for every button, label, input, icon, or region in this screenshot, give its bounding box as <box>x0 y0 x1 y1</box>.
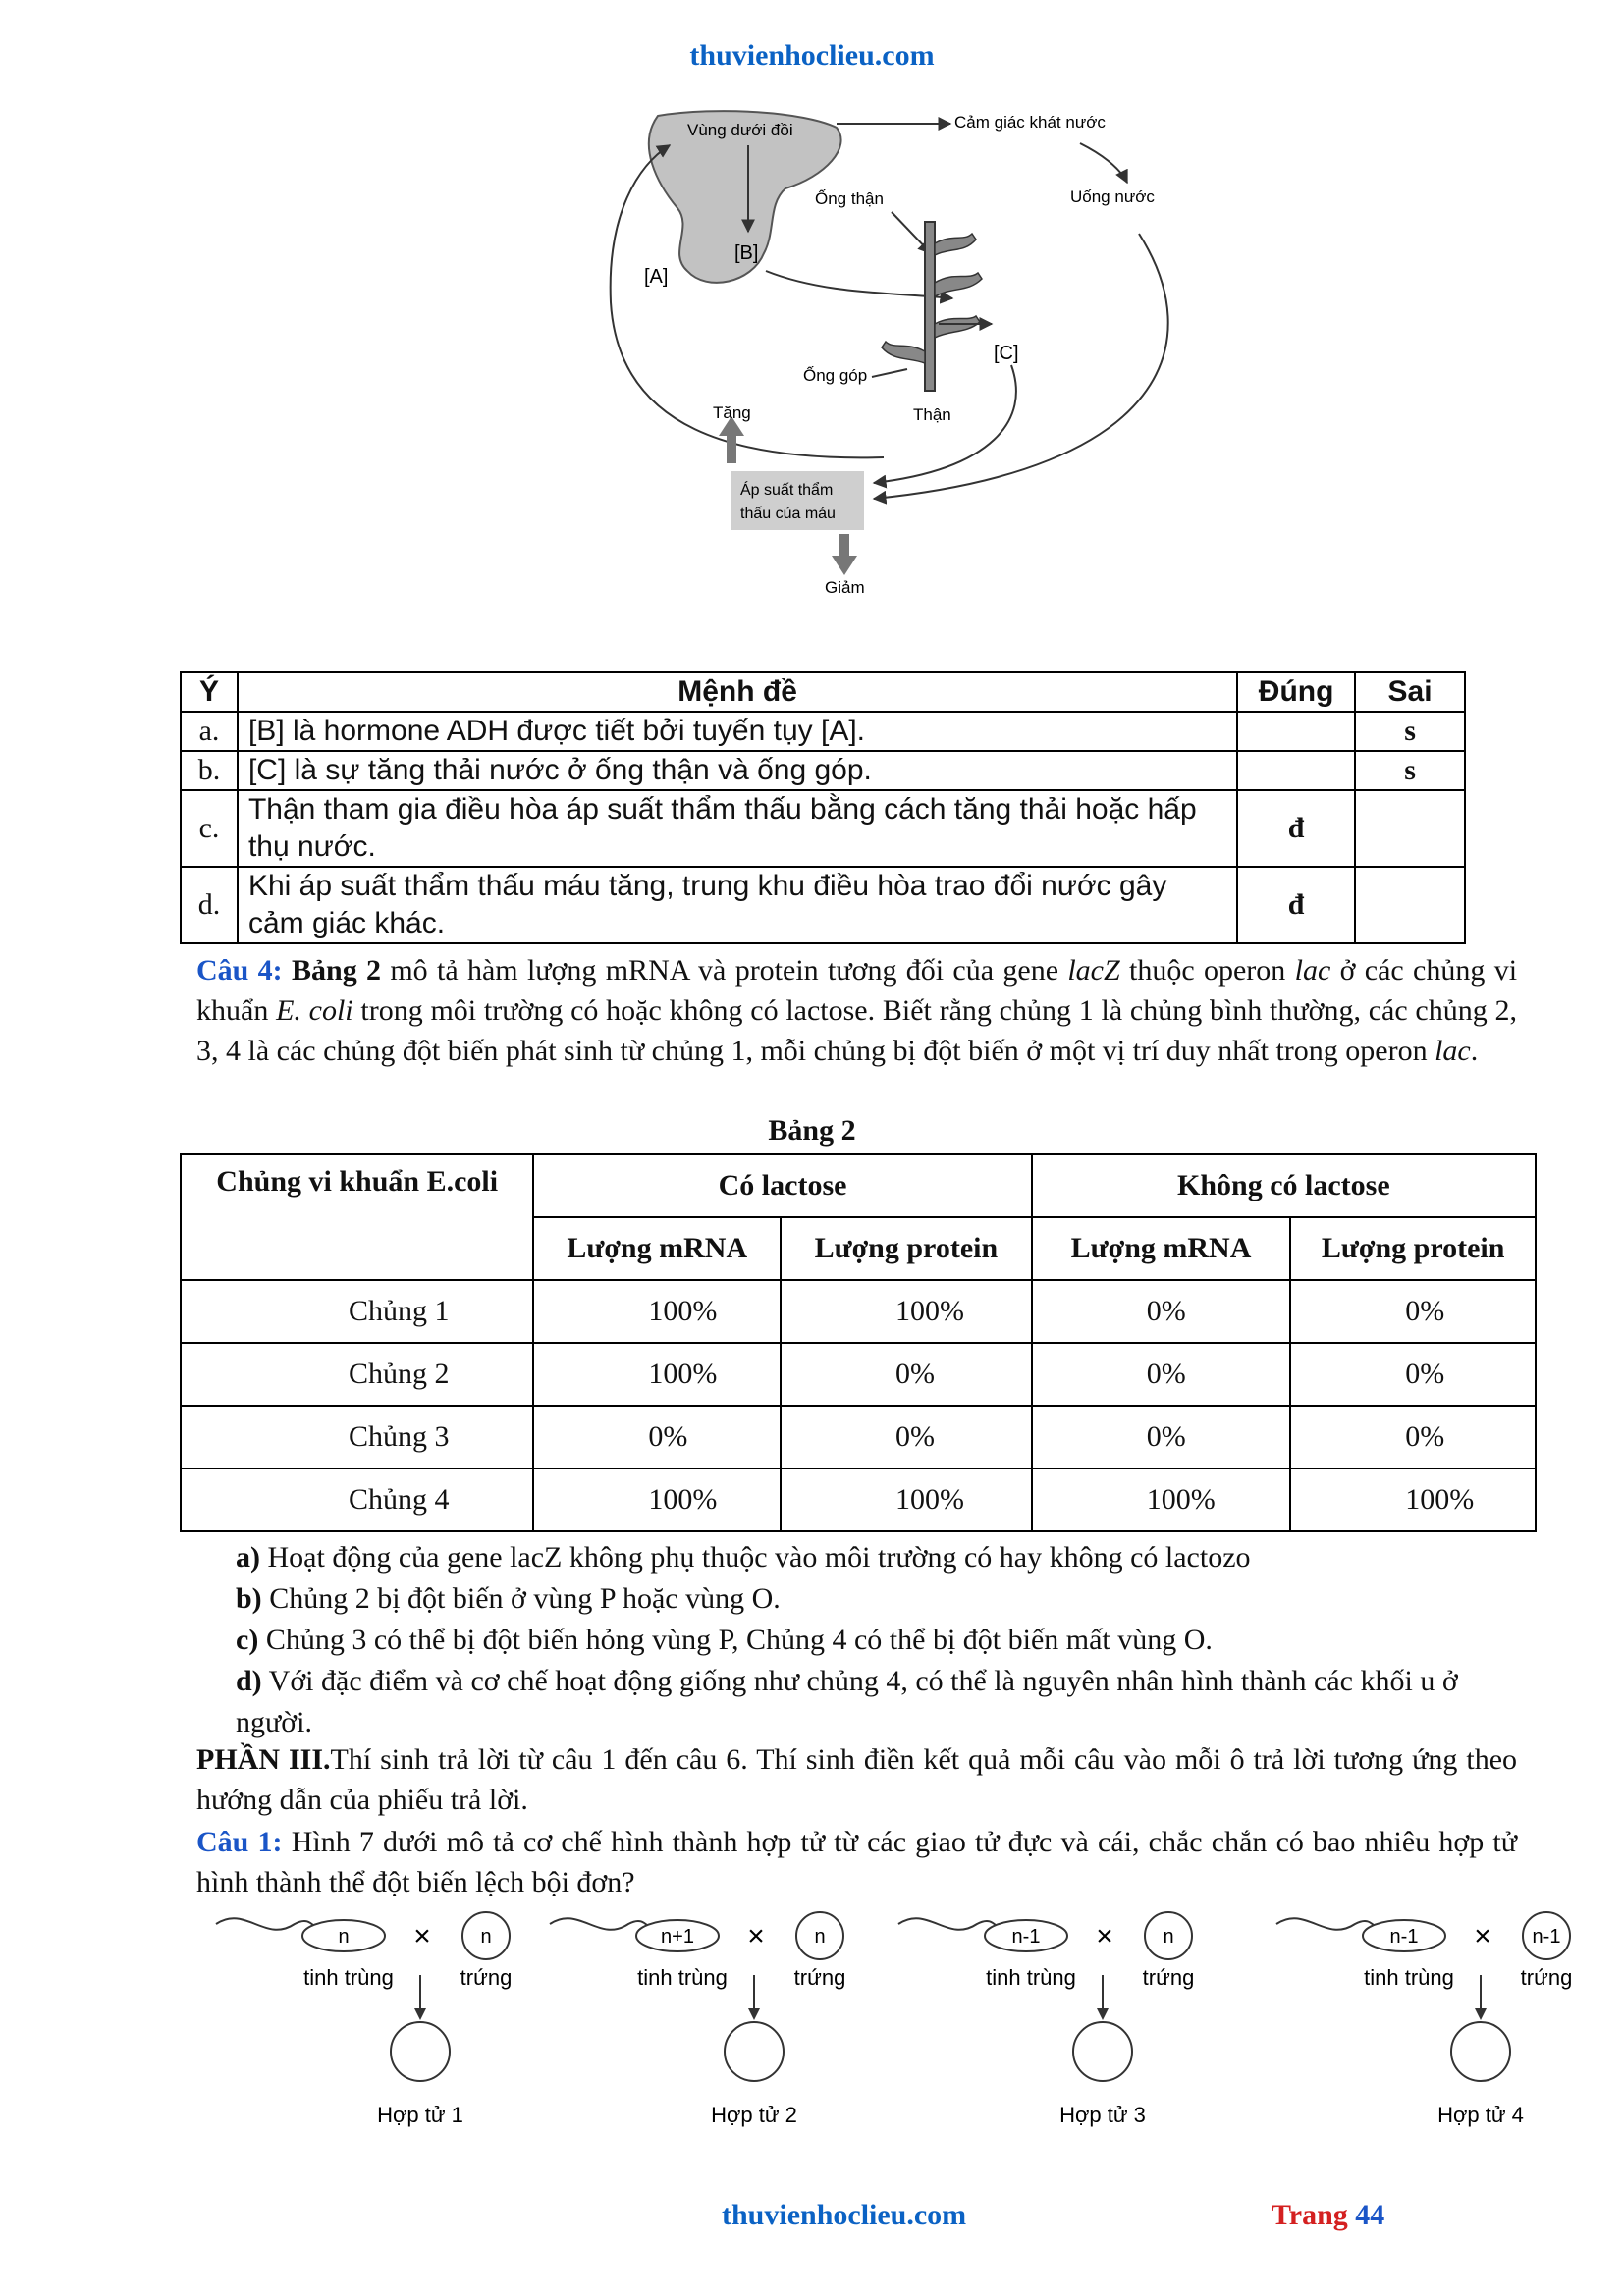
table-header-row <box>181 672 1465 712</box>
row-statement: [C] là sự tăng thải nước ở ống thận và ống góp. <box>238 751 1237 790</box>
part-3-instructions <box>196 1739 1517 1820</box>
egg-label: trứng <box>1142 1965 1195 1990</box>
cell-value: 0% <box>1032 1406 1291 1468</box>
tubule-label: Ống thận <box>815 189 884 208</box>
row-false <box>1355 867 1465 943</box>
question-4-label: Câu 4: <box>196 954 283 987</box>
row-false <box>1355 790 1465 867</box>
row-true <box>1237 751 1355 790</box>
kidney-label: Thận <box>913 405 951 424</box>
row-false: s <box>1355 751 1465 790</box>
col-header-statement: Mệnh đề <box>238 672 1237 712</box>
page-label: Trang <box>1272 2199 1348 2231</box>
strain-name: Chủng 1 <box>181 1280 533 1343</box>
zygote-label: Hợp tử 2 <box>711 2103 797 2127</box>
cell-value: 0% <box>1032 1343 1291 1406</box>
gene-name: lacZ <box>1067 954 1120 987</box>
zygote-label: Hợp tử 1 <box>377 2103 463 2127</box>
sperm-label: tinh trùng <box>303 1965 394 1990</box>
table-row <box>181 1343 1536 1406</box>
sperm-ploidy: n-1 <box>1389 1926 1419 1948</box>
kidney-tubes <box>925 222 935 391</box>
table-row <box>181 712 1465 751</box>
cell-value: 0% <box>781 1343 1032 1406</box>
cell-value: 0% <box>781 1406 1032 1468</box>
option-text: Chủng 3 có thể bị đột biến hỏng vùng P, Chủng 4 có thể bị đột biến mất vùng O. <box>265 1624 1213 1656</box>
table-row <box>181 867 1465 943</box>
species-name: E. coli <box>276 994 353 1027</box>
cell-value: 100% <box>1290 1468 1536 1531</box>
decrease-label: Giảm <box>825 578 865 597</box>
drink-label: Uống nước <box>1070 187 1155 206</box>
question-4-text: trong môi trường có hoặc không có lactose. Biết rằng chủng 1 là chủng bình thường, các chủng 2, 3, 4 là các chủng đột biến phát sinh từ chủng 1, mỗi chủng bị đột biến ở một vị trí duy nhất trong operon <box>196 994 1517 1067</box>
arrow-head <box>1097 2008 1109 2020</box>
egg-ploidy: n <box>1163 1926 1174 1948</box>
option-label: c) <box>236 1624 259 1656</box>
table-row <box>181 1468 1536 1531</box>
zygote-circle <box>1073 2022 1132 2081</box>
sperm-label: tinh trùng <box>1364 1965 1454 1990</box>
table-row <box>181 790 1465 867</box>
cell-value: 100% <box>1032 1468 1291 1531</box>
question-1 <box>196 1822 1517 1902</box>
col-header-id: Ý <box>181 672 238 712</box>
zygote-label: Hợp tử 3 <box>1059 2103 1146 2127</box>
row-statement: Thận tham gia điều hòa áp suất thẩm thấu bằng cách tăng thải hoặc hấp thụ nước. <box>238 790 1237 867</box>
row-statement: Khi áp suất thẩm thấu máu tăng, trung khu điều hòa trao đổi nước gây cảm giác khác. <box>238 867 1237 943</box>
row-id: d. <box>181 867 238 943</box>
question-4-text: mô tả hàm lượng mRNA và protein tương đối của gene <box>390 954 1059 987</box>
egg-ploidy: n-1 <box>1532 1926 1561 1948</box>
arrow-head <box>414 2008 426 2020</box>
row-id: b. <box>181 751 238 790</box>
arrow-head <box>748 2008 760 2020</box>
zygote-label: Hợp tử 4 <box>1437 2103 1524 2127</box>
cell-value: 0% <box>1290 1406 1536 1468</box>
question-4-text: thuộc operon <box>1129 954 1286 987</box>
option-a <box>236 1537 1522 1578</box>
part-3-label: PHẦN III. <box>196 1743 331 1776</box>
row-true <box>1237 712 1355 751</box>
label-a: [A] <box>644 266 669 288</box>
sub-header: Lượng protein <box>1290 1217 1536 1280</box>
question-4-text: ở các chủng vi khuẩn <box>196 954 1518 1027</box>
cell-value: 100% <box>533 1343 781 1406</box>
collecting-label: Ống góp <box>803 366 868 385</box>
sperm-tail <box>1276 1918 1380 1930</box>
option-c <box>236 1620 1522 1661</box>
increase-label: Tăng <box>713 403 751 422</box>
sub-header: Lượng mRNA <box>1032 1217 1291 1280</box>
col-header-strain: Chủng vi khuẩn E.coli <box>181 1154 533 1280</box>
statement-table <box>180 671 1466 944</box>
question-4 <box>196 950 1517 1071</box>
sub-header: Lượng mRNA <box>533 1217 781 1280</box>
strain-name: Chủng 3 <box>181 1406 533 1468</box>
adh-feedback-diagram <box>579 106 1178 597</box>
egg-label: trứng <box>1520 1965 1573 1990</box>
cross-sign: × <box>1096 1920 1113 1952</box>
row-true: đ <box>1237 867 1355 943</box>
sperm-ploidy: n-1 <box>1011 1926 1041 1948</box>
cross-sign: × <box>1474 1920 1491 1952</box>
group-header-no-lactose: Không có lactose <box>1032 1154 1536 1217</box>
egg-ploidy: n <box>480 1926 492 1948</box>
option-text: Hoạt động của gene lacZ không phụ thuộc vào môi trường có hay không có lactozo <box>267 1541 1251 1574</box>
question-1-text: Hình 7 dưới mô tả cơ chế hình thành hợp tử từ các giao tử đực và cái, chắc chắn có bao nhiêu hợp tử hình thành thể đột biến lệch bội đơn? <box>196 1826 1518 1898</box>
sperm-label: tinh trùng <box>986 1965 1076 1990</box>
row-id: c. <box>181 790 238 867</box>
question-1-label: Câu 1: <box>196 1826 283 1858</box>
page-number <box>1272 2199 1384 2232</box>
zygote-circle <box>391 2022 450 2081</box>
sperm-ploidy: n+1 <box>661 1926 694 1948</box>
option-label: d) <box>236 1665 262 1697</box>
option-d <box>236 1661 1522 1743</box>
answer-options <box>236 1537 1522 1743</box>
table-row <box>181 1406 1536 1468</box>
strain-table <box>180 1153 1537 1532</box>
row-statement: [B] là hormone ADH được tiết bởi tuyến tụy [A]. <box>238 712 1237 751</box>
sperm-tail <box>216 1918 319 1930</box>
operon-name: lac <box>1435 1035 1471 1067</box>
cell-value: 0% <box>1290 1280 1536 1343</box>
option-b <box>236 1578 1522 1620</box>
operon-name: lac <box>1294 954 1331 987</box>
cross-sign: × <box>413 1920 431 1952</box>
footer-site[interactable]: thuvienhoclieu.com <box>722 2199 967 2231</box>
row-true: đ <box>1237 790 1355 867</box>
option-text: Chủng 2 bị đột biến ở vùng P hoặc vùng O. <box>269 1582 781 1615</box>
zygote-circle <box>1451 2022 1510 2081</box>
col-header-false: Sai <box>1355 672 1465 712</box>
hypothalamus-label: Vùng dưới đồi <box>687 121 793 139</box>
label-c: [C] <box>994 343 1019 364</box>
egg-label: trứng <box>460 1965 513 1990</box>
arrow-head <box>1475 2008 1487 2020</box>
option-text: Với đặc điểm và cơ chế hoạt động giống như chủng 4, có thể là nguyên nhân hình thành các khối u ở người. <box>236 1665 1458 1738</box>
cross-sign: × <box>747 1920 765 1952</box>
group-header-lactose: Có lactose <box>533 1154 1031 1217</box>
table-row <box>181 751 1465 790</box>
site-header[interactable]: thuvienhoclieu.com <box>689 39 935 72</box>
egg-label: trứng <box>793 1965 846 1990</box>
strain-name: Chủng 4 <box>181 1468 533 1531</box>
col-header-true: Đúng <box>1237 672 1355 712</box>
page-num: 44 <box>1355 2199 1385 2231</box>
option-label: b) <box>236 1582 262 1615</box>
sperm-ploidy: n <box>338 1926 350 1948</box>
zygote-circle <box>725 2022 784 2081</box>
row-id: a. <box>181 712 238 751</box>
osmotic-label: Áp suất thẩm thấu của máu <box>740 482 836 522</box>
sperm-tail <box>550 1918 653 1930</box>
row-false: s <box>1355 712 1465 751</box>
cell-value: 0% <box>1290 1343 1536 1406</box>
egg-ploidy: n <box>814 1926 826 1948</box>
thirst-label: Cảm giác khát nước <box>954 113 1106 132</box>
part-3-text: Thí sinh trả lời từ câu 1 đến câu 6. Thí sinh điền kết quả mỗi câu vào mỗi ô trả lời tương ứng theo hướng dẫn của phiếu trả lời. <box>196 1743 1518 1816</box>
cell-value: 0% <box>533 1406 781 1468</box>
strain-name: Chủng 2 <box>181 1343 533 1406</box>
sub-header: Lượng protein <box>781 1217 1032 1280</box>
question-4-table-ref: Bảng 2 <box>292 954 382 987</box>
label-b: [B] <box>734 242 759 264</box>
option-label: a) <box>236 1541 260 1574</box>
question-4-text: . <box>1470 1035 1479 1067</box>
sperm-tail <box>898 1918 1001 1930</box>
cell-value: 100% <box>781 1468 1032 1531</box>
cell-value: 100% <box>533 1468 781 1531</box>
zygote-formation-diagram <box>196 1904 1591 2140</box>
cell-value: 100% <box>781 1280 1032 1343</box>
cell-value: 100% <box>533 1280 781 1343</box>
table-2-caption: Bảng 2 <box>768 1114 856 1147</box>
sperm-label: tinh trùng <box>637 1965 728 1990</box>
cell-value: 0% <box>1032 1280 1291 1343</box>
table-row <box>181 1280 1536 1343</box>
